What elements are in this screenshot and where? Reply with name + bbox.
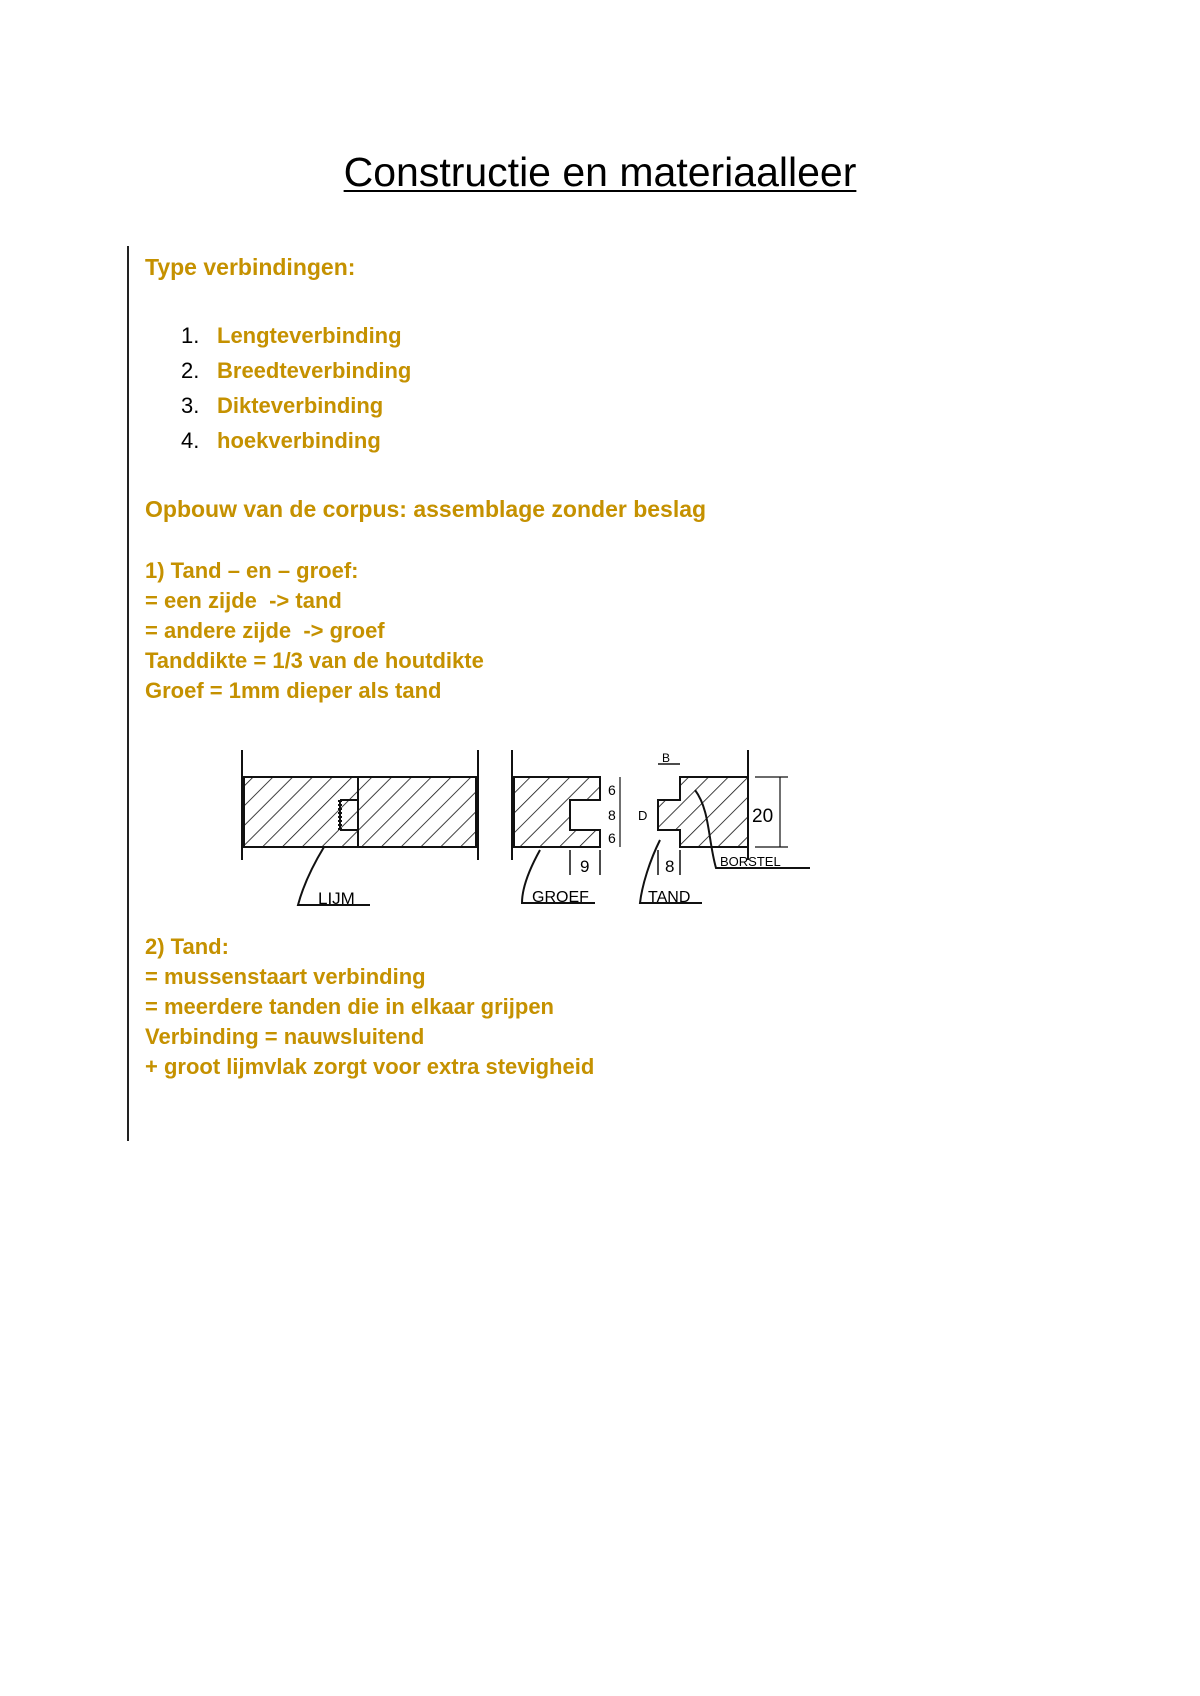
list-label: Breedteverbinding — [217, 358, 412, 383]
page-title: Constructie en materiaalleer — [343, 149, 857, 195]
joint-diagram — [240, 750, 815, 910]
tongue-drawing — [640, 750, 810, 906]
dim-6-top: 6 — [608, 782, 616, 798]
text-line: 2) Tand: — [145, 934, 229, 959]
dim-8: 8 — [608, 807, 616, 823]
content-body — [145, 252, 1045, 706]
list-number: 3. — [181, 393, 200, 418]
label-borstel: BORSTEL — [720, 854, 781, 869]
text-line: + groot lijmvlak zorgt voor extra stevigheid — [145, 1054, 595, 1079]
dim-8-tand: 8 — [665, 857, 675, 876]
list-item — [145, 388, 1045, 423]
list-label: Lengteverbinding — [217, 323, 402, 348]
section-tand — [145, 932, 594, 1082]
text-line: Tanddikte = 1/3 van de houtdikte — [145, 648, 484, 673]
list-number: 4. — [181, 428, 200, 453]
list-number: 1. — [181, 323, 200, 348]
text-line: = andere zijde -> groef — [145, 618, 385, 643]
dim-20: 20 — [752, 806, 774, 827]
list-item — [145, 353, 1045, 388]
label-tand: TAND — [648, 889, 691, 906]
label-lijm: LIJM — [318, 889, 355, 908]
section-tand-groef — [145, 556, 1045, 706]
heading-types: Type verbindingen: — [145, 254, 356, 280]
list-item — [145, 423, 1045, 458]
text-line: Groef = 1mm dieper als tand — [145, 678, 442, 703]
list-item — [145, 318, 1045, 353]
dim-b: B — [662, 751, 671, 765]
label-groef: GROEF — [532, 889, 589, 906]
types-list — [145, 318, 1045, 458]
list-label: Dikteverbinding — [217, 393, 384, 418]
glued-joint-drawing — [242, 750, 478, 908]
text-line: = meerdere tanden die in elkaar grijpen — [145, 994, 554, 1019]
dim-d: D — [638, 808, 648, 823]
text-line: = een zijde -> tand — [145, 588, 342, 613]
heading-corpus: Opbouw van de corpus: assemblage zonder beslag — [145, 496, 707, 522]
dim-9: 9 — [580, 857, 590, 876]
margin-bar — [127, 246, 129, 1141]
list-label: hoekverbinding — [217, 428, 381, 453]
list-number: 2. — [181, 358, 200, 383]
text-line: 1) Tand – en – groef: — [145, 558, 359, 583]
text-line: = mussenstaart verbinding — [145, 964, 426, 989]
dim-6-bottom: 6 — [608, 830, 616, 846]
text-line: Verbinding = nauwsluitend — [145, 1024, 425, 1049]
groove-drawing — [512, 750, 647, 906]
